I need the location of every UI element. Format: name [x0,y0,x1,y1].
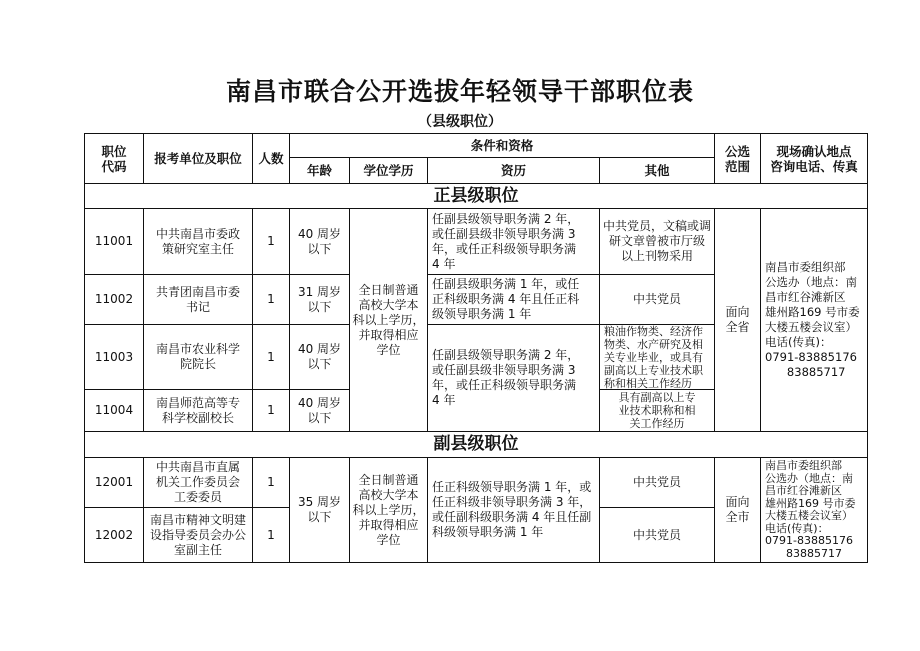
other-11004: 具有副高以上专 业技术职称和相 关工作经历 [599,389,715,432]
unit-11001: 中共南昌市委政 策研究室主任 [143,208,253,275]
age-11001: 40 周岁 以下 [289,208,350,275]
exp-11001: 任副县级领导职务满 2 年， 或任副县级非领导职务满 3 年，或任正科级领导职务满 4 年 [427,208,600,275]
exp-11003-11004: 任副县级领导职务满 2 年， 或任副县级非领导职务满 3 年，或任正科级领导职务满 4 年 [427,324,600,432]
code-11004: 11004 [84,389,144,432]
header-other: 其他 [599,157,715,184]
code-11001: 11001 [84,208,144,275]
count-12002: 1 [252,507,290,563]
other-11003: 粮油作物类、经济作 物类、水产研究及相 关专业毕业，或具有 副高以上专业技术职 称和相关工作经历 [599,324,715,390]
scope-zheng: 面向 全省 [714,208,761,432]
age-11004: 40 周岁 以下 [289,389,350,432]
header-count: 人数 [252,133,290,184]
header-contact: 现场确认地点 咨询电话、传真 [760,133,868,184]
header-degree: 学位学历 [349,157,428,184]
page-title: 南昌市联合公开选拔年轻领导干部职位表 [225,77,694,106]
header-experience: 资历 [427,157,600,184]
unit-11002: 共青团南昌市委 书记 [143,274,253,325]
section-fu: 副县级职位 [84,431,868,458]
count-12001: 1 [252,457,290,508]
age-11003: 40 周岁 以下 [289,324,350,390]
exp-fu: 任正科级领导职务满 1 年，或 任正科级非领导职务满 3 年， 或任副科级职务满 4 年且任副 科级领导职务满 1 年 [427,457,600,563]
count-11001: 1 [252,208,290,275]
contact-zheng: 南昌市委组织部 公选办（地点：南 昌市红谷滩新区 雄州路169 号市委 大楼五楼会议室） 电话(传真)： 0791-83885176 83885717 [760,208,868,432]
code-12002: 12002 [84,507,144,563]
page-subtitle: （县级职位） [418,114,502,130]
header-age: 年龄 [289,157,350,184]
code-12001: 12001 [84,457,144,508]
age-11002: 31 周岁 以下 [289,274,350,325]
other-11002: 中共党员 [599,274,715,325]
unit-11003: 南昌市农业科学 院院长 [143,324,253,390]
degree-fu: 全日制普通 高校大学本 科以上学历， 并取得相应 学位 [349,457,428,563]
other-12001: 中共党员 [599,457,715,508]
count-11003: 1 [252,324,290,390]
other-11001: 中共党员，文稿或调 研文章曾被市厅级 以上刊物采用 [599,208,715,275]
exp-11002: 任副县级职务满 1 年，或任 正科级职务满 4 年且任正科 级领导职务满 1 年 [427,274,600,325]
header-conditions: 条件和资格 [289,133,715,158]
scope-fu: 面向 全市 [714,457,761,563]
unit-12001: 中共南昌市直属 机关工作委员会 工委委员 [143,457,253,508]
unit-12002: 南昌市精神文明建 设指导委员会办公 室副主任 [143,507,253,563]
count-11002: 1 [252,274,290,325]
other-12002: 中共党员 [599,507,715,563]
unit-11004: 南昌师范高等专 科学校副校长 [143,389,253,432]
age-fu: 35 周岁 以下 [289,457,350,563]
code-11002: 11002 [84,274,144,325]
count-11004: 1 [252,389,290,432]
header-unit: 报考单位及职位 [143,133,253,184]
contact-fu: 南昌市委组织部 公选办（地点：南 昌市红谷滩新区 雄州路169 号市委 大楼五楼会议室） 电话(传真)： 0791-83885176 83885717 [760,457,868,563]
header-scope: 公选 范围 [714,133,761,184]
section-zheng: 正县级职位 [84,183,868,209]
degree-zheng: 全日制普通 高校大学本 科以上学历， 并取得相应 学位 [349,208,428,432]
code-11003: 11003 [84,324,144,390]
header-code: 职位 代码 [84,133,144,184]
